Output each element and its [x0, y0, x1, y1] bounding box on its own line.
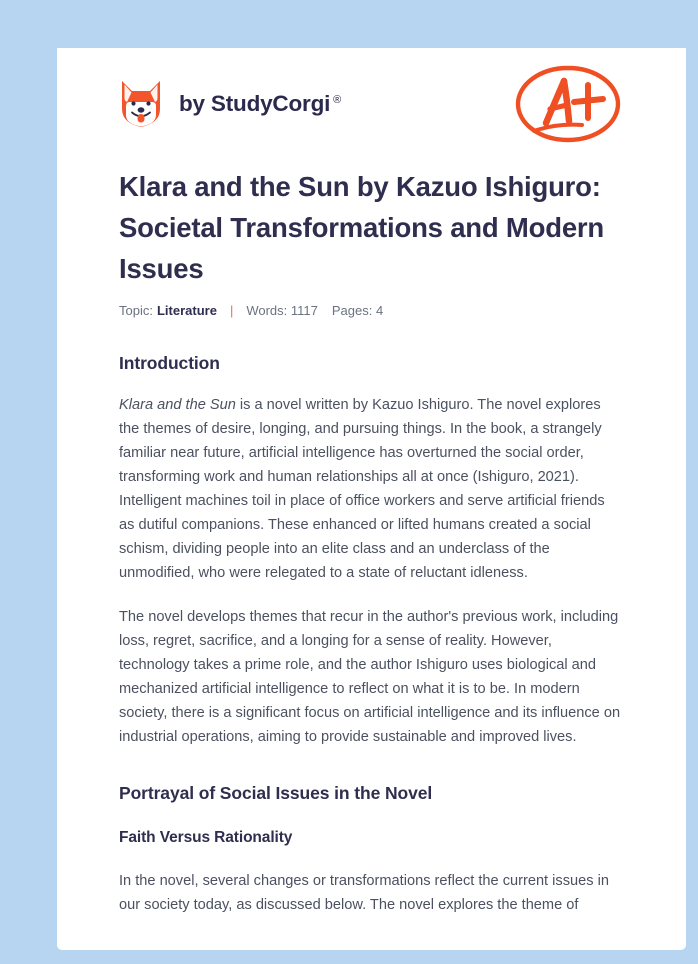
- registered-mark: ®: [333, 93, 342, 106]
- section-heading-portrayal: Portrayal of Social Issues in the Novel: [119, 783, 433, 803]
- meta-pages: Pages: 4: [331, 303, 384, 318]
- section-heading-introduction: Introduction: [119, 353, 220, 373]
- meta-topic-label: Topic:: [119, 303, 153, 318]
- page-title: Klara and the Sun by Kazuo Ishiguro: Societal Transformations and Modern Issues: [119, 171, 605, 284]
- book-title-italic: Klara and the Sun: [119, 397, 236, 413]
- a-plus-circled-icon: [512, 61, 624, 147]
- document-content: [119, 351, 624, 927]
- section-heading-faith: Faith Versus Rationality: [119, 829, 293, 846]
- meta-topic-value[interactable]: Literature: [156, 303, 217, 318]
- paragraph-faith-1: In the novel, several changes or transformations reflect the current issues in our society today, as discussed below. The novel explores the theme of: [119, 873, 609, 913]
- paragraph-intro-2: The novel develops themes that recur in the author's previous work, including loss, regret, sacrifice, and a longing for a sense of reality. However, technology takes a prime role, and the author Ishiguro uses biological and mechanized artificial intelligence to reflect on what it is to be. In modern society, there is a significant focus on artificial intelligence and its influence on industrial operations, aiming to provide sustainable and improved lives.: [119, 609, 621, 745]
- meta-words: Words: 1117: [246, 303, 318, 318]
- document-page-sheet: [57, 48, 686, 950]
- brand-logo-group[interactable]: [119, 79, 341, 129]
- document-meta: [119, 303, 624, 318]
- corgi-head-icon: [119, 79, 163, 129]
- brand-name-main: StudyCorgi: [210, 91, 331, 116]
- paragraph-intro-1: [119, 393, 624, 585]
- brand-name-prefix: by: [179, 91, 211, 116]
- brand-header: [119, 48, 624, 152]
- brand-name: [179, 91, 341, 117]
- paragraph-intro-1-rest: is a novel written by Kazuo Ishiguro. The novel explores the themes of desire, longing, and pursuing things. In the book, a strangely familiar near future, artificial intelligence has overturned the social order, transforming work and human relationships all at once (Ishiguro, 2021). Intelligent machines toil in place of office workers and serve artificial friends as dutiful companions. These enhanced or lifted humans created a social schism, dividing people into an elite class and an underclass of the unmodified, who were relegated to a state of reluctant idleness.: [119, 397, 605, 581]
- meta-separator: |: [229, 303, 234, 318]
